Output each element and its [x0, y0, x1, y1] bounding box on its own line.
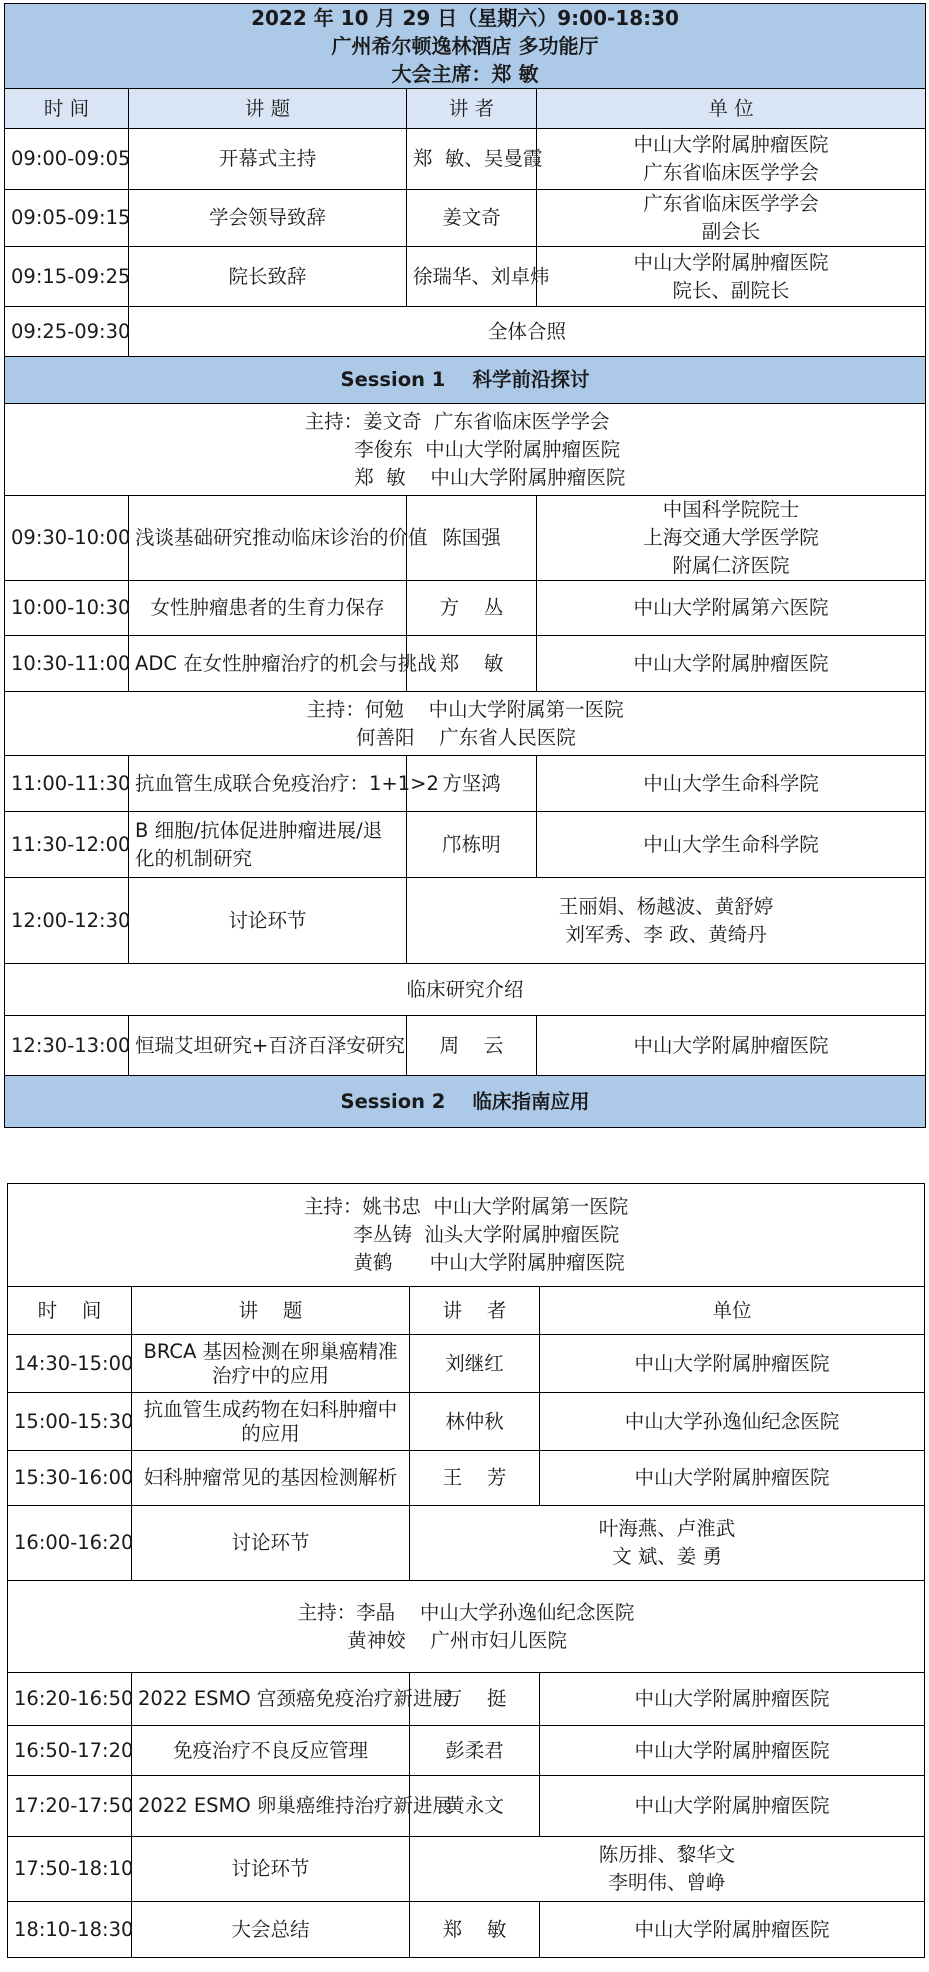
- event-venue: 广州希尔顿逸林酒店 多功能厅: [331, 34, 599, 58]
- discussants-cell: [407, 878, 926, 964]
- agenda-header: [5, 4, 926, 89]
- unit-cell: 中山大学附属第六医院: [537, 581, 926, 636]
- unit-cell: 中山大学附属肿瘤医院: [537, 1016, 926, 1076]
- topic-cell: B 细胞/抗体促进肿瘤进展/退化的机制研究: [129, 812, 407, 878]
- table-row: [5, 496, 926, 581]
- col-speaker: 讲 者: [410, 1287, 540, 1335]
- agenda-table-afternoon: [7, 1183, 925, 1958]
- unit-line: 广东省临床医学学会: [643, 161, 819, 184]
- unit-line: 附属仁济医院: [672, 554, 790, 577]
- discussants-cell: [410, 1506, 925, 1581]
- topic-cell: 全体合照: [129, 307, 926, 357]
- topic-cell: 抗血管生成药物在妇科肿瘤中的应用: [132, 1393, 410, 1451]
- table-row: [8, 1506, 925, 1581]
- table-row: [8, 1902, 925, 1958]
- table-row: [5, 1016, 926, 1076]
- unit-cell: [537, 129, 926, 190]
- clinical-intro-row: [5, 964, 926, 1016]
- table-row: [5, 812, 926, 878]
- session-title-row: [5, 1076, 926, 1128]
- time-cell: 15:30-16:00: [8, 1451, 132, 1506]
- time-cell: 09:00-09:05: [5, 129, 129, 190]
- topic-cell: ADC 在女性肿瘤治疗的机会与挑战: [129, 636, 407, 692]
- host-line: 黄神姣 广州市妇儿医院: [297, 1628, 567, 1652]
- topic-cell: 学会领导致辞: [129, 190, 407, 247]
- unit-cell: [537, 247, 926, 307]
- table-row: [5, 307, 926, 357]
- col-speaker: 讲 者: [407, 89, 537, 129]
- table-row: [8, 1451, 925, 1506]
- speaker-cell: 周 云: [407, 1016, 537, 1076]
- speaker-cell: 徐瑞华、刘卓炜: [407, 247, 537, 307]
- speaker-cell: 彭柔君: [410, 1726, 540, 1776]
- event-date: 2022 年 10 月 29 日（星期六）9:00-18:30: [251, 6, 679, 30]
- table-row: [5, 878, 926, 964]
- col-unit: 单位: [540, 1287, 925, 1335]
- topic-cell: 恒瑞艾坦研究+百济百泽安研究: [129, 1016, 407, 1076]
- discussants-line: 叶海燕、卢淮武: [598, 1517, 736, 1540]
- table-row: [5, 129, 926, 190]
- speaker-cell: 郑 敏: [410, 1902, 540, 1958]
- col-unit: 单 位: [537, 89, 926, 129]
- host-line: 主持：何勉 中山大学附属第一医院: [306, 697, 624, 721]
- time-cell: 16:20-16:50: [8, 1673, 132, 1726]
- time-cell: 10:00-10:30: [5, 581, 129, 636]
- topic-cell: 女性肿瘤患者的生育力保存: [129, 581, 407, 636]
- col-topic: 讲 题: [129, 89, 407, 129]
- unit-line: 副会长: [701, 220, 761, 243]
- col-topic: 讲 题: [132, 1287, 410, 1335]
- unit-cell: 中山大学附属肿瘤医院: [537, 636, 926, 692]
- table-row: [8, 1673, 925, 1726]
- unit-cell: 中山大学孙逸仙纪念医院: [540, 1393, 925, 1451]
- unit-cell: 中山大学附属肿瘤医院: [540, 1726, 925, 1776]
- column-header-row: [8, 1287, 925, 1335]
- time-cell: 15:00-15:30: [8, 1393, 132, 1451]
- discussants-line: 王丽娟、杨越波、黄舒婷: [558, 894, 774, 918]
- table-row: [5, 756, 926, 812]
- topic-cell: BRCA 基因检测在卵巢癌精准治疗中的应用: [132, 1335, 410, 1393]
- unit-line: 中国科学院院士: [662, 498, 800, 521]
- table-row: [8, 1726, 925, 1776]
- host-row: [5, 692, 926, 756]
- speaker-cell: 郑 敏: [407, 636, 537, 692]
- time-cell: 17:20-17:50: [8, 1776, 132, 1837]
- speaker-cell: 姜文奇: [407, 190, 537, 247]
- topic-cell: 院长致辞: [129, 247, 407, 307]
- table-row: [5, 247, 926, 307]
- discussants-line: 李明伟、曾峥: [608, 1871, 726, 1894]
- time-cell: 18:10-18:30: [8, 1902, 132, 1958]
- topic-cell: 开幕式主持: [129, 129, 407, 190]
- speaker-cell: 刘继红: [410, 1335, 540, 1393]
- session1-title: Session 1 科学前沿探讨: [5, 357, 926, 404]
- host-line: 李俊东 中山大学附属肿瘤医院: [304, 437, 621, 461]
- speaker-cell: 王 芳: [410, 1451, 540, 1506]
- time-cell: 10:30-11:00: [5, 636, 129, 692]
- table-row: [5, 190, 926, 247]
- table-row: [8, 1837, 925, 1902]
- unit-cell: 中山大学生命科学院: [537, 812, 926, 878]
- speaker-cell: 方 丛: [407, 581, 537, 636]
- topic-cell: 妇科肿瘤常见的基因检测解析: [132, 1451, 410, 1506]
- unit-cell: 中山大学附属肿瘤医院: [540, 1451, 925, 1506]
- host-line: 何善阳 广东省人民医院: [306, 725, 576, 749]
- topic-cell: 浅谈基础研究推动临床诊治的价值: [129, 496, 407, 581]
- discussants-line: 刘军秀、李 政、黄绮丹: [565, 922, 767, 946]
- host-line: 主持：姚书忠 中山大学附属第一医院: [303, 1195, 629, 1218]
- unit-line: 上海交通大学医学院: [643, 526, 819, 549]
- session2-hosts-2: [298, 1599, 635, 1655]
- time-cell: 17:50-18:10: [8, 1837, 132, 1902]
- discussants-line: 陈历排、黎华文: [598, 1843, 736, 1866]
- topic-cell: 免疫治疗不良反应管理: [132, 1726, 410, 1776]
- time-cell: 16:00-16:20: [8, 1506, 132, 1581]
- host-line: 主持：姜文奇 广东省临床医学学会: [304, 409, 610, 433]
- time-cell: 09:30-10:00: [5, 496, 129, 581]
- table-row: [8, 1335, 925, 1393]
- discussants-line: 文 斌、姜 勇: [612, 1545, 722, 1568]
- session1-hosts: [305, 408, 626, 492]
- topic-cell: 抗血管生成联合免疫治疗：1+1>2: [129, 756, 407, 812]
- speaker-cell: 陈国强: [407, 496, 537, 581]
- topic-cell: 讨论环节: [129, 878, 407, 964]
- topic-cell: 大会总结: [132, 1902, 410, 1958]
- time-cell: 14:30-15:00: [8, 1335, 132, 1393]
- unit-line: 中山大学附属肿瘤医院: [633, 133, 829, 156]
- session1-hosts-2: [306, 696, 623, 752]
- time-cell: 09:15-09:25: [5, 247, 129, 307]
- topic-cell: 2022 ESMO 卵巢癌维持治疗新进展: [132, 1776, 410, 1837]
- time-cell: 16:50-17:20: [8, 1726, 132, 1776]
- unit-line: 院长、副院长: [672, 278, 790, 302]
- table-row: [8, 1776, 925, 1837]
- host-line: 主持：李晶 中山大学孙逸仙纪念医院: [297, 1600, 635, 1624]
- unit-cell: [537, 190, 926, 247]
- topic-cell: 讨论环节: [132, 1506, 410, 1581]
- unit-line: 广东省临床医学学会: [643, 192, 819, 215]
- speaker-cell: 林仲秋: [410, 1393, 540, 1451]
- unit-cell: 中山大学附属肿瘤医院: [540, 1776, 925, 1837]
- host-row: [8, 1184, 925, 1287]
- col-time: 时 间: [5, 89, 129, 129]
- speaker-cell: 郑 敏、吴曼霞: [407, 129, 537, 190]
- host-row: [5, 404, 926, 496]
- time-cell: 11:00-11:30: [5, 756, 129, 812]
- speaker-cell: 邝栋明: [407, 812, 537, 878]
- unit-cell: 中山大学附属肿瘤医院: [540, 1673, 925, 1726]
- unit-cell: 中山大学附属肿瘤医院: [540, 1335, 925, 1393]
- speaker-cell: 方坚鸿: [407, 756, 537, 812]
- time-cell: 09:05-09:15: [5, 190, 129, 247]
- time-cell: 12:00-12:30: [5, 878, 129, 964]
- table-row: [5, 636, 926, 692]
- discussants-cell: [410, 1837, 925, 1902]
- event-chair: 大会主席：郑 敏: [391, 62, 539, 86]
- session-title-row: [5, 357, 926, 404]
- session2-title: Session 2 临床指南应用: [5, 1076, 926, 1128]
- clinical-intro: 临床研究介绍: [5, 964, 926, 1016]
- session2-hosts: [304, 1193, 628, 1277]
- col-time: 时 间: [8, 1287, 132, 1335]
- time-cell: 11:30-12:00: [5, 812, 129, 878]
- host-line: 黄鹤 中山大学附属肿瘤医院: [303, 1251, 625, 1274]
- host-line: 郑 敏 中山大学附属肿瘤医院: [304, 465, 626, 489]
- topic-cell: 2022 ESMO 宫颈癌免疫治疗新进展: [132, 1673, 410, 1726]
- agenda-table-morning: [4, 3, 926, 1128]
- time-cell: 09:25-09:30: [5, 307, 129, 357]
- topic-cell: 讨论环节: [132, 1837, 410, 1902]
- table-row: [5, 581, 926, 636]
- unit-cell: 中山大学附属肿瘤医院: [540, 1902, 925, 1958]
- table-row: [8, 1393, 925, 1451]
- time-cell: 12:30-13:00: [5, 1016, 129, 1076]
- unit-cell: 中山大学生命科学院: [537, 756, 926, 812]
- host-line: 李丛铸 汕头大学附属肿瘤医院: [303, 1223, 620, 1246]
- host-row: [8, 1581, 925, 1673]
- speaker-cell: 黄永文: [410, 1776, 540, 1837]
- speaker-cell: 万 挺: [410, 1673, 540, 1726]
- column-header-row: [5, 89, 926, 129]
- unit-line: 中山大学附属肿瘤医院: [633, 250, 829, 274]
- unit-cell: [537, 496, 926, 581]
